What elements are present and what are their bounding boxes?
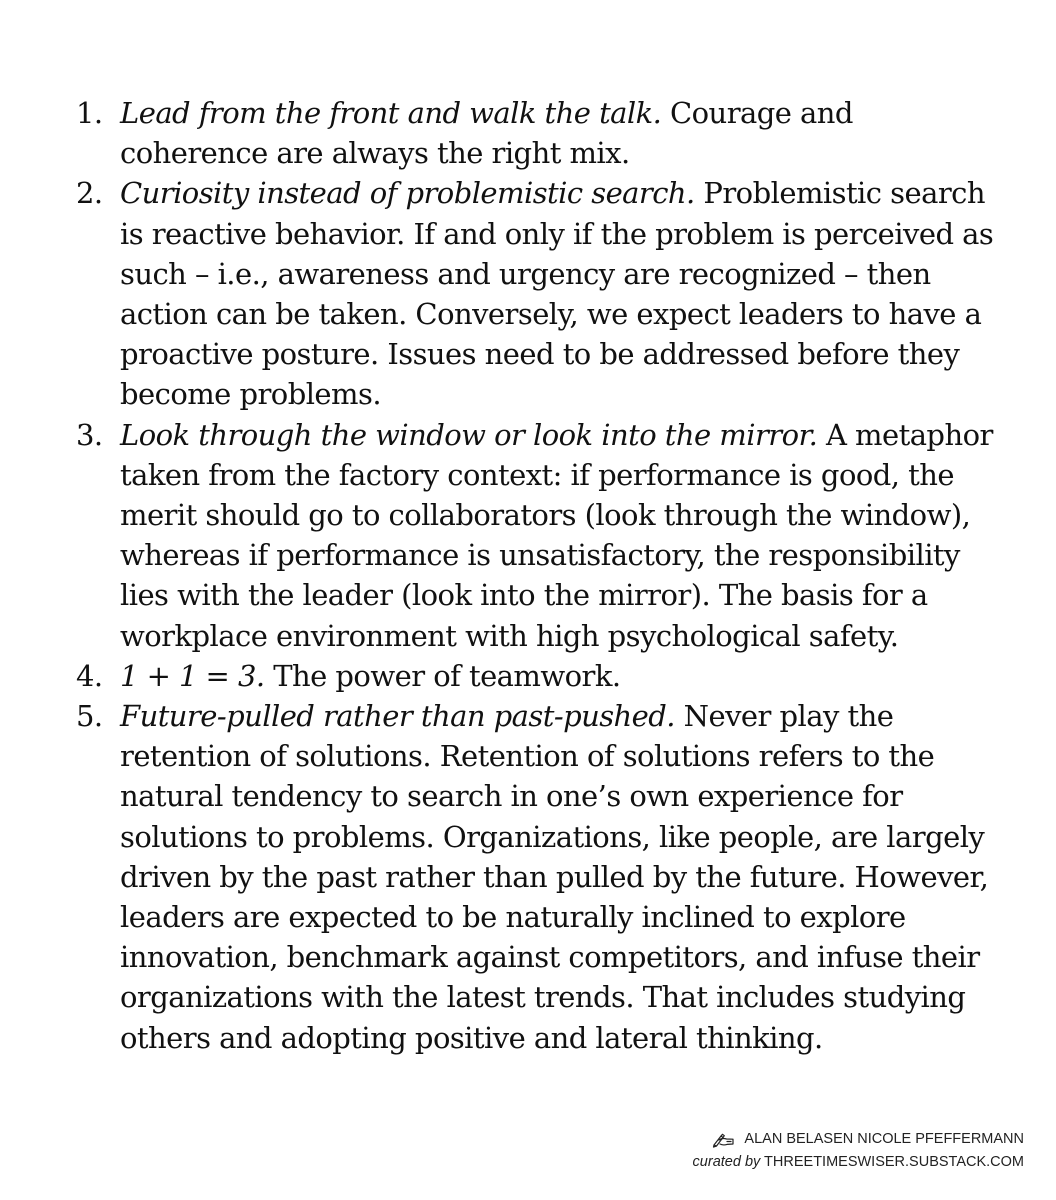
item-lead-italic: Curiosity instead of problemistic search. <box>120 176 695 211</box>
item-lead-italic: Future-pulled rather than past-pushed. <box>120 699 675 734</box>
list-item <box>76 415 1000 656</box>
list-item <box>76 173 1000 414</box>
author-line <box>693 1128 1024 1151</box>
item-lead-italic: Lead from the front and walk the talk. <box>120 96 662 130</box>
list-item <box>76 696 1000 1058</box>
item-number: 2. <box>76 176 103 211</box>
item-number: 3. <box>76 417 103 452</box>
curator-site: THREETIMESWISER.SUBSTACK.COM <box>764 1154 1024 1170</box>
item-body: A metaphor taken from the factory context: if performance is good, the merit should go to collaborators (look through the window), whereas if performance is unsatisfactory, the responsibility lies with the leader (look into the mirror). The basis for a workplace environment with high psychological safety. <box>120 417 993 653</box>
item-number: 5. <box>76 699 103 734</box>
item-body: Courage and coherence are always the right mix. <box>120 96 853 171</box>
item-body: The power of teamwork. <box>264 658 621 693</box>
item-lead-italic: Look through the window or look into the mirror. <box>120 417 818 452</box>
credit-block <box>693 1128 1024 1174</box>
item-body: Never play the retention of solutions. Retention of solutions refers to the natural tendency to search in one’s own experience for solutions to problems. Organizations, like people, are largely driven by the past rather than pulled by the future. However, leaders are expected to be naturally inclined to explore innovation, benchmark against competitors, and infuse their organizations with the latest trends. That includes studying others and adopting positive and lateral thinking. <box>120 699 989 1055</box>
writing-hand-icon <box>712 1132 736 1148</box>
author-names: ALAN BELASEN NICOLE PFEFFERMANN <box>744 1131 1024 1147</box>
item-number: 4. <box>76 658 103 693</box>
list-item <box>76 656 1000 696</box>
item-body: Problemistic search is reactive behavior. If and only if the problem is perceived as such – i.e., awareness and urgency are recognized – then action can be taken. Conversely, we expect leaders to have a proactive posture. Issues need to be addressed before they become problems. <box>120 176 994 412</box>
item-lead-italic: 1 + 1 = 3. <box>120 658 265 693</box>
list-item <box>76 93 1000 173</box>
excerpt-list <box>76 93 1000 1058</box>
curated-line <box>693 1151 1024 1174</box>
curated-label: curated by <box>692 1154 761 1170</box>
item-number: 1. <box>76 96 103 130</box>
